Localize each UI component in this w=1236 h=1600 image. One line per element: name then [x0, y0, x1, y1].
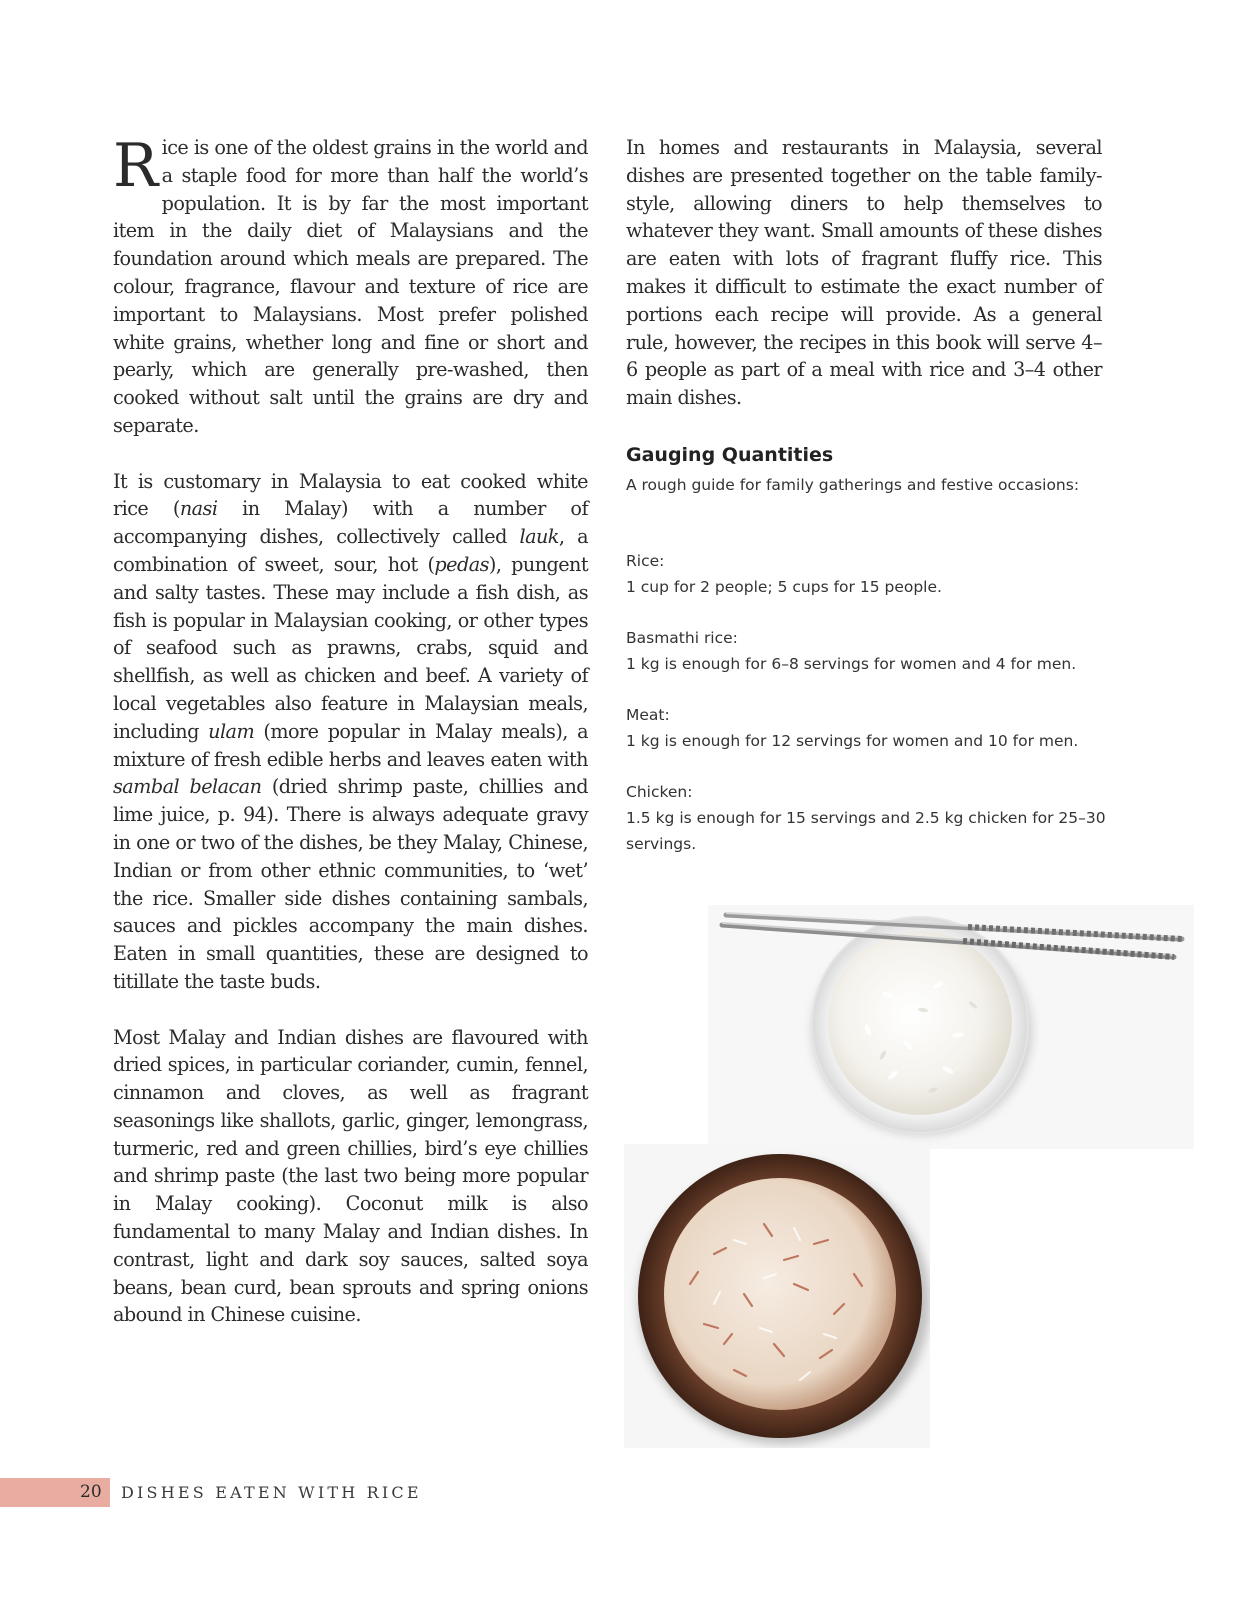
page-footer [0, 1478, 600, 1507]
term-sambal-belacan: sambal belacan [113, 775, 262, 799]
right-column [626, 134, 1102, 440]
lauk-text-6: (dried shrimp paste, chillies and lime juice, p. 94). There is always adequate gravy in one or two of the dishes, be they Malay, Chinese, Indian or from other ethnic communities, to ‘wet’ the rice. Smaller side dishes containing sambals, sauces and pickles accompany the main dishes. Eaten in small quantities, these are designed to titillate the taste buds. [113, 775, 588, 993]
quantity-value: 1 kg is enough for 12 servings for women and 10 for men. [626, 732, 1079, 750]
lauk-paragraph [113, 468, 588, 996]
quantity-value: 1 kg is enough for 6–8 servings for women and 4 for men. [626, 655, 1077, 673]
quantity-value: 1 cup for 2 people; 5 cups for 15 people. [626, 578, 942, 596]
page-number: 20 [80, 1482, 102, 1502]
lauk-text-1: It is customary in Malaysia to eat cooked white rice ( [113, 469, 588, 521]
term-pedas: pedas [434, 552, 489, 576]
brown-rice-bowl-illustration [624, 1144, 930, 1448]
white-rice-photo [708, 905, 1194, 1149]
intro-paragraph [113, 131, 588, 440]
drop-cap: R [113, 131, 158, 201]
term-lauk: lauk [519, 525, 559, 549]
intro-paragraph-text: ice is one of the oldest grains in the world and a staple food for more than half the world’s population. It is by far the most important item in the daily diet of Malaysians and the foundation around which meals are prepared. The colour, fragrance, flavour and texture of rice are important to Malaysians. Most prefer polished white grains, whether long and fine or short and pearly, which are generally pre-washed, then cooked without salt until the grains are dry and separate. [113, 136, 588, 437]
gauging-quantities-heading: Gauging Quantities [626, 444, 834, 466]
brown-rice-photo [624, 1144, 930, 1448]
white-rice-bowl-illustration [708, 905, 1194, 1149]
term-nasi: nasi [179, 497, 218, 521]
term-ulam: ulam [208, 719, 255, 743]
lauk-text-4: ), pungent and salty tastes. These may include a fish dish, as fish is popular in Malaysian cooking, or other types of seafood such as prawns, crabs, squid and shellfish, as well as chicken and beef. A variety of local vegetables also feature in Malaysian meals, including [113, 552, 589, 743]
lauk-text-5: (more popular in Malay meals), a mixture of fresh edible herbs and leaves eaten with [113, 719, 589, 771]
quantity-item-meat [626, 702, 1106, 754]
running-head: DISHES EATEN WITH RICE [121, 1483, 422, 1502]
quantity-label: Rice: [626, 552, 665, 570]
family-style-paragraph: In homes and restaurants in Malaysia, several dishes are presented together on the table family-style, allowing diners to help themselves to whatever they want. Small amounts of these dishes are eaten with lots of fragrant fluffy rice. This makes it difficult to estimate the exact number of portions each recipe will provide. As a general rule, however, the recipes in this book will serve 4–6 people as part of a meal with rice and 3–4 other main dishes. [626, 136, 1102, 410]
spices-paragraph: Most Malay and Indian dishes are flavoured with dried spices, in particular coriander, cumin, fennel, cinnamon and cloves, as well as fragrant seasonings like shallots, garlic, ginger, lemongrass, turmeric, red and green chillies, bird’s eye chillies and shrimp paste (the last two being more popular in Malay cooking). Coconut milk is also fundamental to many Malay and Indian dishes. In contrast, light and dark soy sauces, salted soya beans, bean curd, bean sprouts and spring onions abound in Chinese cuisine. [113, 1025, 588, 1327]
quantity-item-rice [626, 548, 1106, 600]
quantity-label: Basmathi rice: [626, 629, 738, 647]
quantity-label: Chicken: [626, 783, 693, 801]
lauk-text-3: , a combination of sweet, sour, hot ( [113, 525, 588, 576]
left-column [113, 131, 589, 1357]
lauk-text-2: in Malay) with a number of accompanying dishes, collectively called [113, 497, 588, 549]
gauging-quantities-box [626, 444, 1106, 857]
quantity-item-basmathi [626, 625, 1106, 677]
quantity-label: Meat: [626, 706, 670, 724]
quantity-item-chicken [626, 779, 1106, 857]
quantity-value: 1.5 kg is enough for 15 servings and 2.5 kg chicken for 25–30 servings. [626, 809, 1106, 853]
gauging-quantities-intro: A rough guide for family gatherings and festive occasions: [626, 476, 1080, 494]
